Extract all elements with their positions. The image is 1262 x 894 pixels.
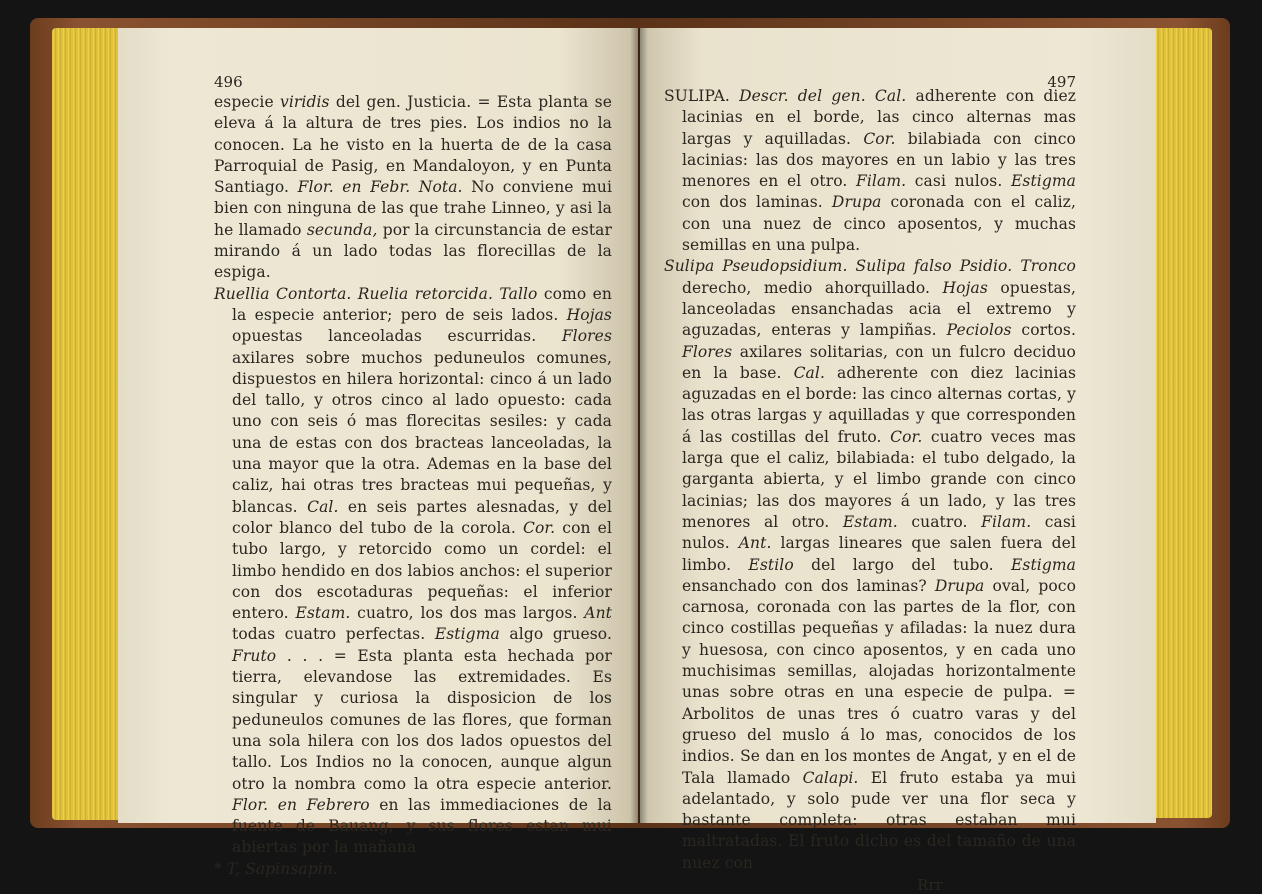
text-run: como en la especie anterior; pero de seis lados. [232,284,612,324]
text-run: largas lineares que salen fuera del limbo. [682,534,1076,574]
italic-text-run: Cal. [307,497,339,516]
italic-text-run: Ruellia Contorta. Ruelia retorcida. Tallo [214,284,538,303]
text-run: en seis partes alesnadas, y del color blanco del tubo de la corola. [232,497,612,537]
left-page-edges [52,28,122,820]
italic-text-run: Drupa [934,576,985,595]
italic-text-run: Estigma [1010,172,1076,191]
italic-text-run: Filam. [856,172,907,191]
text-run: cuatro veces mas larga que el caliz, bilabiada: el tubo delgado, la garganta abierta, y el limbo grande con cinco lacinias; las dos mayores á un lado, y las tres menores al otro. [682,427,1076,531]
book-gutter [630,28,648,823]
italic-text-run: Estilo [748,555,794,574]
italic-text-run: Flores [682,342,733,361]
paragraph [214,92,612,284]
italic-text-run: Flores [561,327,612,346]
text-run: ensanchado con dos laminas? [682,576,935,595]
text-run: SULIPA. [664,87,740,105]
text-run: opuestas, lanceoladas ensanchadas acia el extremo y aguzadas, enteras y lampiñas. [682,278,1076,340]
italic-text-run: Hojas [566,305,612,324]
italic-text-run: Estigma [434,625,500,644]
italic-text-run: Cor. [863,129,896,148]
text-run: cuatro, los dos mas largos. [350,604,585,623]
italic-text-run: Estam. [842,512,898,531]
italic-text-run: Descr. del gen. Cal. [739,87,907,105]
italic-text-run: Sulipa Pseudopsidium. Sulipa falso Psidio. Tronco [664,257,1076,276]
italic-text-run: Flor. en Febr. Nota. [297,178,463,197]
paragraph [214,284,612,859]
italic-text-run: Calapi. [802,768,859,787]
paragraph [214,859,612,880]
text-run: coronada con el caliz, con una nuez de cinco aposentos, y muchas semillas en una pulpa. [682,193,1076,255]
text-run: del gen. Justicia. = Esta planta se eleva á la altura de tres pies. Los indios no la conocen. La he visto en la huerta de de la casa Parroquial de Pasig, en Mandaloyon, y en Punta Santiago. [214,93,612,197]
text-run: . . . = Esta planta esta hechada por tierra, elevandose las extremidades. Es singular y curiosa la disposicion de los peduneulos comunes de las flores, que forman una sola hilera con los dos lados opuestos del tallo. Los Indios no la conocen, aunque algun otro la nombra como la otra especie anterior. [232,646,612,793]
italic-text-run: Estam. [295,604,351,623]
text-run: todas cuatro perfectas. [232,625,435,644]
italic-text-run: Cal. [793,363,825,382]
italic-text-run: T, Sapinsapin. [226,859,338,878]
italic-text-run: Filam. [981,512,1032,531]
text-run: con dos laminas. [682,193,832,212]
text-run: del largo del tubo. [793,555,1011,574]
text-run: con el tubo largo, y retorcido como un cordel: el limbo hendido en dos labios anchos: el superior con dos escotaduras pequeñas: el inferior entero. [232,518,613,623]
text-run: bilabiada con cinco lacinias: las dos mayores en un labio y las tres menores en el otro. [682,129,1076,191]
right-page-text [664,86,1076,874]
text-run: El fruto estaba ya mui adelantado, y solo pude ver una flor seca y bastante completa: otras estaban mui maltratadas. El fruto dicho es del tamaño de una nuez con [682,768,1077,872]
italic-text-run: Ant. [738,534,772,553]
text-run: adherente con diez lacinias en el borde, las cinco alternas mas largas y aquilladas. [682,87,1076,148]
text-run: cuatro. [897,512,982,531]
right-page [640,28,1156,894]
italic-text-run: Hojas [942,278,988,297]
italic-text-run: Cor. [522,518,556,537]
text-run: casi nulos. [906,172,1011,191]
italic-text-run: Ant [584,604,612,623]
italic-text-run: Flor. en Febrero [232,795,370,814]
text-run: derecho, medio ahorquillado. [682,278,943,297]
text-run: cortos. [1011,321,1076,340]
italic-text-run: Fruto [232,646,277,665]
text-run: especie [214,93,280,111]
italic-text-run: Cor. [890,427,923,446]
text-run: en las immediaciones de la fuente de Bauang, y sus flores estan mui abiertas por la mañana [232,795,612,857]
left-page [118,28,638,878]
italic-text-run: secunda, [306,220,378,239]
italic-text-run: Drupa [831,193,882,212]
text-run: axilares solitarias, con un fulcro deciduo en la base. [682,342,1076,382]
text-run: casi nulos. [682,512,1076,553]
paragraph [664,86,1076,256]
text-run: algo grueso. [499,625,612,644]
page-number: 497 [1047,73,1076,91]
left-page-text [214,92,612,880]
paragraph [664,256,1076,874]
text-run: No conviene mui bien con ninguna de las que trahe Linneo, y asi la he llamado [214,178,612,239]
text-run: * [214,859,227,878]
text-run: oval, poco carnosa, coronada con las partes de la flor, con cinco costillas pequeñas y afiladas: la nuez dura y huesosa, con cinco aposentos, y en cada uno muchisimas semillas, alojadas horizontalmente unas sobre otras en una especie de pulpa. = Arbolitos de unas tres ó cuatro varas y del grueso del muslo á lo mas, conocidos de los indios. Se dan en los montes de Angat, y en el de Tala llamado [682,576,1077,787]
text-run: axilares sobre muchos peduneulos comunes, dispuestos en hilera horizontal: cinco á un lado del tallo, y otros cinco al lado opuesto: cada uno con seis ó mas florecitas sesiles: y cada una de estas con dos bracteas lanceoladas, la una mayor que la otra. Ademas en la base del caliz, hai otras tres bracteas mui pequeñas, y blancas. [232,348,612,516]
italic-text-run: viridis [280,93,330,111]
italic-text-run: Estigma [1010,555,1076,574]
italic-text-run: Peciolos [946,321,1012,340]
text-run: opuestas lanceoladas escurridas. [232,327,562,346]
right-page-edges [1150,28,1212,818]
signature-mark: Rrr [917,875,943,894]
text-run: adherente con diez lacinias aguzadas en el borde: las cinco alternas cortas, y las otras largas y aquilladas y que corresponden á las costillas del fruto. [682,363,1076,446]
text-run: por la circunstancia de estar mirando á un lado todas las florecillas de la espiga. [214,220,612,282]
page-number: 496 [214,73,243,91]
